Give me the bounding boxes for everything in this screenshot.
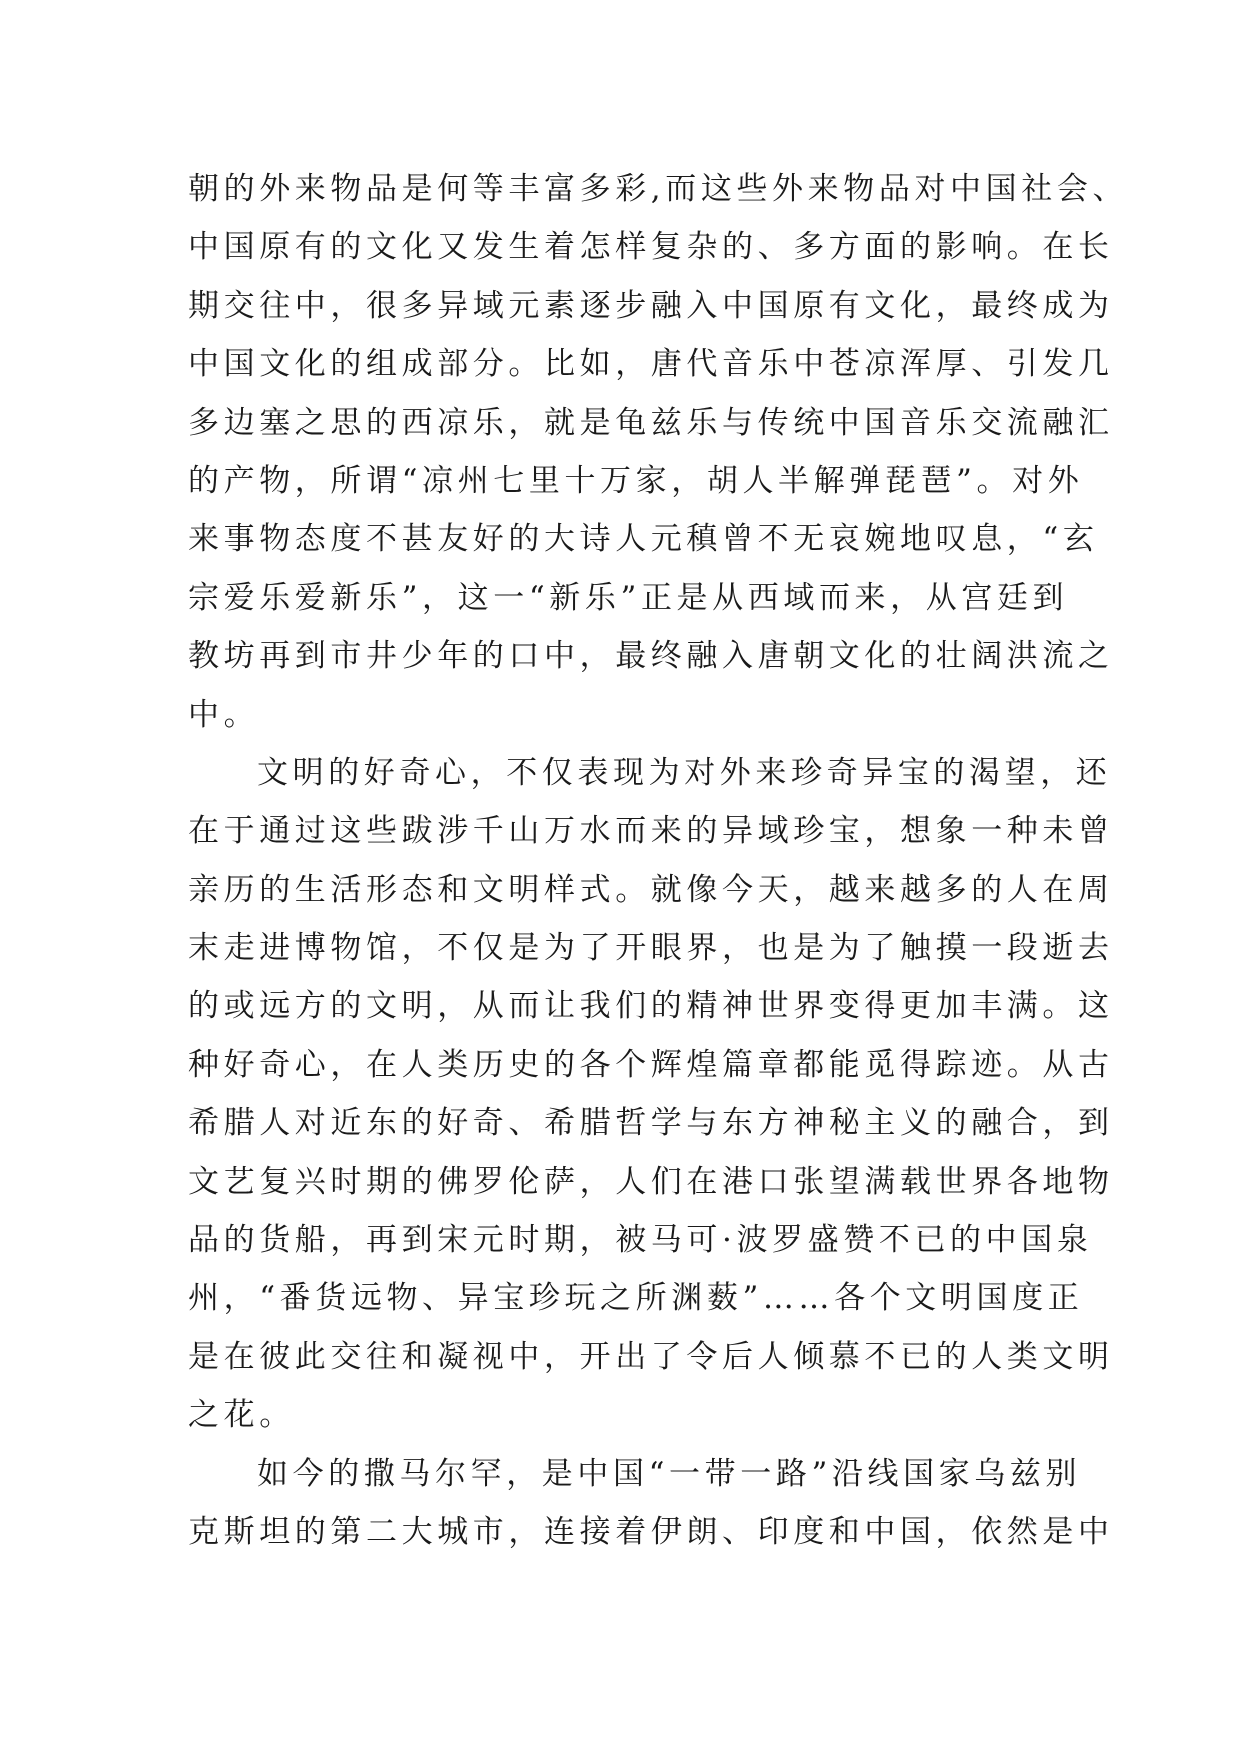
text-line: 是在彼此交往和凝视中，开出了令后人倾慕不已的人类文明 <box>188 1338 1114 1375</box>
text-line: 中国原有的文化又发生着怎样复杂的、多方面的影响。在长 <box>188 229 1114 266</box>
text-line: 在于通过这些跋涉千山万水而来的异域珍宝，想象一种未曾 <box>188 813 1114 850</box>
text-line: 希腊人对近东的好奇、希腊哲学与东方神秘主义的融合，到 <box>188 1105 1114 1142</box>
text-line: 来事物态度不甚友好的大诗人元稹曾不无哀婉地叹息，“玄 <box>188 521 1099 558</box>
text-line: 品的货船，再到宋元时期，被马可·波罗盛赞不已的中国泉 <box>188 1222 1093 1259</box>
text-line: 种好奇心，在人类历史的各个辉煌篇章都能觅得踪迹。从古 <box>188 1046 1114 1083</box>
text-line: 末走进博物馆，不仅是为了开眼界，也是为了触摸一段逝去 <box>188 930 1114 967</box>
text-line: 之花。 <box>188 1397 295 1434</box>
text-line: 多边塞之思的西凉乐，就是龟兹乐与传统中国音乐交流融汇 <box>188 404 1114 441</box>
text-line: 中国文化的组成部分。比如，唐代音乐中苍凉浑厚、引发几 <box>188 346 1114 383</box>
text-line: 期交往中，很多异域元素逐步融入中国原有文化，最终成为 <box>188 287 1114 324</box>
text-line: 的产物，所谓“凉州七里十万家，胡人半解弹琵琶”。对外 <box>188 462 1084 499</box>
text-line: 教坊再到市井少年的口中，最终融入唐朝文化的壮阔洪流之 <box>188 638 1114 675</box>
text-line: 文艺复兴时期的佛罗伦萨，人们在港口张望满载世界各地物 <box>188 1163 1114 1200</box>
text-line: 的或远方的文明，从而让我们的精神世界变得更加丰满。这 <box>188 988 1114 1025</box>
text-line: 克斯坦的第二大城市，连接着伊朗、印度和中国，依然是中 <box>188 1513 1114 1550</box>
body-text <box>188 160 1129 1561</box>
text-line: 朝的外来物品是何等丰富多彩,而这些外来物品对中国社会、 <box>188 171 1129 207</box>
paragraph-first-line: 如今的撒马尔罕，是中国“一带一路”沿线国家乌兹别 <box>257 1455 1082 1492</box>
text-line: 州，“番货远物、异宝珍玩之所渊薮”……各个文明国度正 <box>188 1280 1084 1317</box>
paragraph-first-line: 文明的好奇心，不仅表现为对外来珍奇异宝的渴望，还 <box>257 754 1112 791</box>
text-line: 中。 <box>188 696 260 733</box>
text-line: 亲历的生活形态和文明样式。就像今天，越来越多的人在周 <box>188 871 1114 908</box>
text-line: 宗爱乐爱新乐”，这一“新乐”正是从西域而来，从宫廷到 <box>188 579 1069 616</box>
